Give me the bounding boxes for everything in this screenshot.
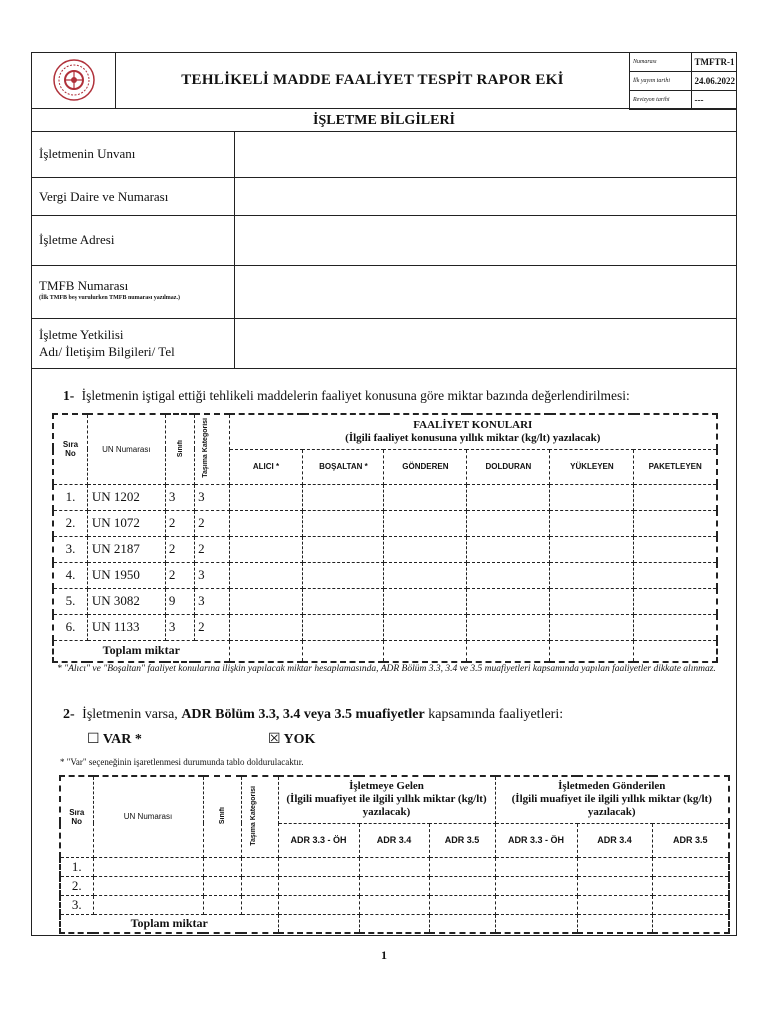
header-sinif-text: Sınıfı — [218, 807, 226, 825]
option-var[interactable] — [87, 731, 142, 748]
ministry-logo — [32, 53, 116, 108]
table-row — [60, 857, 729, 876]
row-no: 2. — [53, 510, 87, 536]
info-row — [31, 177, 737, 216]
total-row — [53, 640, 717, 662]
info-input[interactable] — [234, 216, 737, 265]
col-dolduran: DOLDURAN — [467, 449, 550, 484]
row-no: 1. — [60, 857, 93, 876]
info-label: TMFB Numarası — [39, 278, 129, 293]
meta-value: --- — [691, 91, 737, 110]
header-gelen — [278, 776, 495, 823]
cell-input[interactable] — [550, 562, 634, 588]
cell-input[interactable] — [467, 562, 550, 588]
faaliyet-subtitle: (İlgili faaliyet konusuna yıllık miktar (kg/lt) yazılacak) — [345, 431, 601, 444]
faaliyet-title: FAALİYET KONULARI — [413, 418, 533, 431]
cell-input[interactable] — [359, 876, 429, 895]
total-label: Toplam miktar — [53, 640, 229, 662]
row-no: 3. — [60, 895, 93, 914]
cell-input[interactable] — [550, 640, 634, 662]
info-label: İşletmenin Unvanı — [39, 146, 136, 161]
info-label: İşletme Yetkilisi — [39, 327, 124, 342]
cell-input[interactable] — [550, 510, 634, 536]
col-yukleyen: YÜKLEYEN — [550, 449, 634, 484]
cell-input[interactable] — [303, 562, 384, 588]
row-un: UN 1950 — [87, 562, 165, 588]
info-label: Vergi Daire ve Numarası — [39, 189, 169, 204]
cell-input[interactable] — [241, 876, 278, 895]
cell-input[interactable] — [634, 536, 717, 562]
cell-input[interactable] — [634, 614, 717, 640]
question-text: İşletmenin varsa, — [82, 707, 178, 722]
q2-note: * "Var" seçeneğinin işaretlenmesi durumunda tablo doldurulacaktır. — [60, 757, 304, 767]
cell-input[interactable] — [359, 895, 429, 914]
cell-input[interactable] — [495, 914, 577, 933]
cell-input[interactable] — [303, 640, 384, 662]
cell-input[interactable] — [577, 876, 652, 895]
meta-label: Numarası — [630, 53, 692, 72]
option-yok[interactable] — [268, 731, 315, 748]
cell-input[interactable] — [229, 562, 303, 588]
info-row — [31, 318, 737, 369]
cell-input[interactable] — [652, 914, 729, 933]
info-input[interactable] — [234, 178, 737, 215]
q1-footnote: * "Alıcı" ve "Boşaltan" faaliyet konularına ilişkin yapılacak miktar hesaplamasında, ADR Bölüm 3.3, 3.4 ve 3.5 muafiyetleri kapsamında yapılan faaliyetler dikkate alınmaz. — [57, 664, 716, 674]
table-row — [53, 536, 717, 562]
cell-input[interactable] — [229, 588, 303, 614]
col-adr33: ADR 3.3 - ÖH — [278, 823, 359, 857]
cell-input[interactable] — [278, 895, 359, 914]
cell-input[interactable] — [241, 895, 278, 914]
header-un-numarasi: UN Numarası — [87, 414, 165, 484]
header-sinif — [165, 414, 194, 484]
cell-input[interactable] — [634, 562, 717, 588]
col-gonderen: GÖNDEREN — [384, 449, 467, 484]
question-1 — [63, 388, 630, 404]
total-row — [60, 914, 729, 933]
row-sinif: 2 — [165, 562, 194, 588]
document-meta-table — [629, 52, 737, 110]
row-kategori: 3 — [195, 562, 229, 588]
info-row — [31, 215, 737, 266]
row-kategori: 2 — [195, 536, 229, 562]
cell-input[interactable] — [384, 588, 467, 614]
cell-input[interactable] — [384, 536, 467, 562]
cell-input[interactable] — [303, 536, 384, 562]
table-row — [53, 484, 717, 510]
cell-input[interactable] — [634, 484, 717, 510]
cell-input[interactable] — [495, 857, 577, 876]
cell-input[interactable] — [429, 914, 495, 933]
activity-table — [52, 413, 718, 663]
table-row — [53, 588, 717, 614]
question-text: İşletmenin iştigal ettiği tehlikeli maddelerin faaliyet konusuna göre miktar bazında değerlendirilmesi: — [81, 388, 630, 403]
gelen-subtitle: (İlgili muafiyet ile ilgili yıllık miktar (kg/lt) yazılacak) — [286, 793, 487, 819]
header-giden — [495, 776, 729, 823]
meta-value: TMFTR-1 — [691, 53, 737, 72]
header-sira-no: Sıra No — [60, 776, 93, 857]
header-faaliyet — [229, 414, 717, 449]
table-row — [60, 895, 729, 914]
cell-input[interactable] — [229, 536, 303, 562]
cell-input[interactable] — [634, 510, 717, 536]
total-label: Toplam miktar — [60, 914, 278, 933]
cell-input[interactable] — [278, 914, 359, 933]
cell-input[interactable] — [652, 857, 729, 876]
header-kategori-text: Taşıma Kategorisi — [249, 785, 257, 846]
header-sinif — [203, 776, 241, 857]
header-un-numarasi: UN Numarası — [93, 776, 203, 857]
option-yok-label: YOK — [283, 732, 316, 747]
info-input[interactable] — [234, 132, 737, 177]
row-no: 2. — [60, 876, 93, 895]
cell-input[interactable] — [303, 588, 384, 614]
info-note: (İlk TMFB beş vurulurken TMFB numarası yazılmaz.) — [39, 295, 180, 301]
cell-input[interactable] — [229, 484, 303, 510]
cell-input[interactable] — [495, 876, 577, 895]
cell-input[interactable] — [278, 857, 359, 876]
cell-input[interactable] — [577, 895, 652, 914]
cell-input[interactable] — [229, 510, 303, 536]
header-kategori-text: Taşıma Kategorisi — [201, 418, 209, 479]
cell-input[interactable] — [303, 614, 384, 640]
row-un: UN 1072 — [87, 510, 165, 536]
cell-input[interactable] — [467, 484, 550, 510]
cell-input[interactable] — [384, 562, 467, 588]
table-row — [53, 510, 717, 536]
row-un: UN 2187 — [87, 536, 165, 562]
row-un: UN 1202 — [87, 484, 165, 510]
section-title: İŞLETME BİLGİLERİ — [31, 108, 737, 132]
row-no: 3. — [53, 536, 87, 562]
table-row — [53, 562, 717, 588]
row-sinif: 3 — [165, 614, 194, 640]
cell-input[interactable] — [467, 640, 550, 662]
row-no: 4. — [53, 562, 87, 588]
info-row — [31, 265, 737, 319]
cell-input[interactable] — [495, 895, 577, 914]
info-input[interactable] — [234, 319, 737, 368]
header-kategori — [195, 414, 229, 484]
meta-label: İlk yayım tarihi — [630, 72, 692, 91]
cell-input[interactable] — [577, 914, 652, 933]
cell-input[interactable] — [429, 876, 495, 895]
row-sinif: 2 — [165, 510, 194, 536]
cell-input[interactable] — [229, 614, 303, 640]
info-label: İşletme Adresi — [39, 232, 115, 247]
question-number: 2- — [63, 707, 75, 722]
question-number: 1- — [63, 388, 75, 403]
page-number: 1 — [381, 948, 387, 962]
cell-input[interactable] — [429, 895, 495, 914]
exemption-table — [59, 775, 730, 934]
col-paketleyen: PAKETLEYEN — [634, 449, 717, 484]
col-adr35: ADR 3.5 — [429, 823, 495, 857]
question-text-bold: ADR Bölüm 3.3, 3.4 veya 3.5 muafiyetler — [181, 707, 425, 722]
cell-input[interactable] — [467, 510, 550, 536]
cell-input[interactable] — [652, 876, 729, 895]
header-sira-no: Sıra No — [53, 414, 87, 484]
row-sinif: 3 — [165, 484, 194, 510]
row-no: 6. — [53, 614, 87, 640]
cell-input[interactable] — [359, 914, 429, 933]
col-adr34: ADR 3.4 — [359, 823, 429, 857]
cell-input[interactable] — [429, 857, 495, 876]
question-text: kapsamında faaliyetleri: — [428, 707, 564, 722]
question-2 — [63, 707, 563, 723]
document-title: TEHLİKELİ MADDE FAALİYET TESPİT RAPOR EKİ — [181, 72, 564, 88]
giden-title: İşletmeden Gönderilen — [558, 780, 666, 793]
info-input[interactable] — [234, 266, 737, 318]
header-kategori — [241, 776, 278, 857]
checkbox-checked-icon[interactable]: ☒ — [268, 731, 281, 747]
row-kategori: 2 — [195, 614, 229, 640]
meta-value: 24.06.2022 — [691, 72, 737, 91]
option-var-label: VAR * — [102, 732, 142, 747]
cell-input[interactable] — [93, 876, 203, 895]
cell-input[interactable] — [384, 484, 467, 510]
row-no: 5. — [53, 588, 87, 614]
row-sinif: 2 — [165, 536, 194, 562]
checkbox-unchecked-icon[interactable]: ☐ — [87, 731, 100, 747]
cell-input[interactable] — [229, 640, 303, 662]
cell-input[interactable] — [577, 857, 652, 876]
cell-input[interactable] — [550, 536, 634, 562]
cell-input[interactable] — [550, 484, 634, 510]
cell-input[interactable] — [203, 876, 241, 895]
row-un: UN 3082 — [87, 588, 165, 614]
meta-label: Revizyon tarihi — [630, 91, 692, 110]
cell-input[interactable] — [93, 857, 203, 876]
cell-input[interactable] — [467, 536, 550, 562]
row-kategori: 3 — [195, 484, 229, 510]
col-adr35: ADR 3.5 — [652, 823, 729, 857]
cell-input[interactable] — [241, 857, 278, 876]
row-kategori: 3 — [195, 588, 229, 614]
row-no: 1. — [53, 484, 87, 510]
cell-input[interactable] — [467, 588, 550, 614]
row-un: UN 1133 — [87, 614, 165, 640]
cell-input[interactable] — [550, 588, 634, 614]
col-alici: ALICI * — [229, 449, 303, 484]
cell-input[interactable] — [634, 640, 717, 662]
info-row — [31, 131, 737, 178]
cell-input[interactable] — [550, 614, 634, 640]
table-row — [53, 614, 717, 640]
gelen-title: İşletmeye Gelen — [349, 780, 424, 793]
cell-input[interactable] — [303, 510, 384, 536]
cell-input[interactable] — [634, 588, 717, 614]
header-box — [31, 52, 737, 109]
cell-input[interactable] — [278, 876, 359, 895]
giden-subtitle: (İlgili muafiyet ile ilgili yıllık miktar (kg/lt) yazılacak) — [511, 793, 712, 819]
cell-input[interactable] — [384, 614, 467, 640]
row-kategori: 2 — [195, 510, 229, 536]
row-sinif: 9 — [165, 588, 194, 614]
cell-input[interactable] — [652, 895, 729, 914]
cell-input[interactable] — [384, 640, 467, 662]
cell-input[interactable] — [467, 614, 550, 640]
cell-input[interactable] — [303, 484, 384, 510]
header-sinif-text: Sınıfı — [176, 439, 184, 457]
cell-input[interactable] — [384, 510, 467, 536]
col-bosaltan: BOŞALTAN * — [303, 449, 384, 484]
cell-input[interactable] — [359, 857, 429, 876]
info-label: Adı/ İletişim Bilgileri/ Tel — [39, 344, 175, 359]
cell-input[interactable] — [203, 857, 241, 876]
col-adr33: ADR 3.3 - ÖH — [495, 823, 577, 857]
table-row — [60, 876, 729, 895]
cell-input[interactable] — [203, 895, 241, 914]
cell-input[interactable] — [93, 895, 203, 914]
col-adr34: ADR 3.4 — [577, 823, 652, 857]
